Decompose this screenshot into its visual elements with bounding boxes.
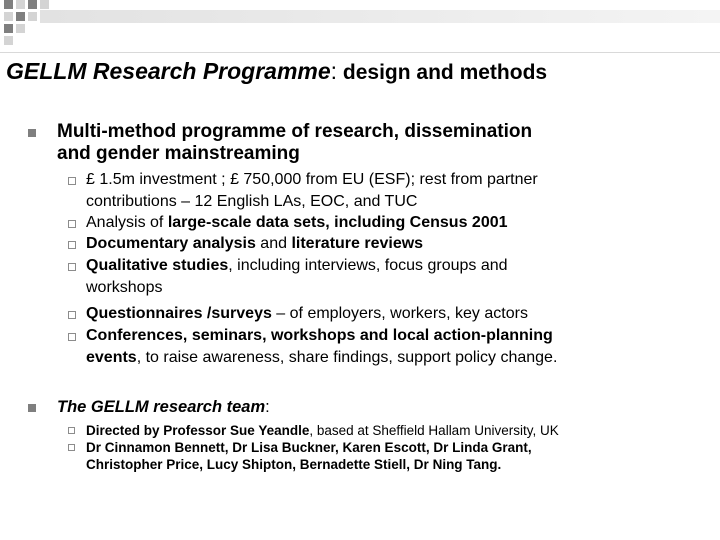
item6-bold-line1: Conferences, seminars, workshops and local action-planning [86,327,553,344]
bullet1-item4 [86,255,508,298]
title-colon: : [330,58,338,84]
checkbox-bullet-icon [68,220,76,228]
item3-bold1: Documentary analysis [86,235,256,252]
bullet1-item6 [86,325,557,368]
team-item1-rest: , based at Sheffield Hallam University, UK [309,423,559,438]
bullet2-item1 [86,422,559,439]
item6-rest: , to raise awareness, share findings, support policy change. [136,348,558,366]
item1-line1: £ 1.5m investment ; £ 750,000 from EU (ESF); rest from partner [86,171,538,188]
item2-bold: large-scale data sets, including Census 2001 [167,214,508,231]
checkbox-bullet-icon [68,177,76,185]
item4-bold: Qualitative studies [86,257,229,274]
item5-bold: Questionnaires /surveys [86,305,272,322]
bullet1-item3 [86,233,423,255]
item4-line2: workshops [86,278,163,296]
checkbox-bullet-icon [68,427,75,434]
corner-squares-decoration [0,0,720,52]
item2-text: Analysis of [86,214,168,231]
checkbox-bullet-icon [68,241,76,249]
bullet1-heading [57,121,532,165]
bullet2-item2 [86,439,532,473]
item3-bold2: literature reviews [291,235,424,252]
item4-line1 [86,255,508,277]
item5-rest: – of employers, workers, key actors [271,305,528,322]
team-item2-line1: Dr Cinnamon Bennett, Dr Lisa Buckner, Karen Escott, Dr Linda Grant, [86,440,532,455]
bullet2-heading [57,397,270,419]
title-divider [0,52,720,53]
title-main: GELLM Research Programme [6,58,331,84]
checkbox-bullet-icon [68,263,76,271]
team-heading-colon: : [265,398,270,416]
item1-line2: contributions – 12 English LAs, EOC, and TUC [86,192,418,210]
team-item1-bold: Directed by Professor Sue Yeandle [86,423,310,438]
team-heading: The GELLM research team [57,398,266,416]
bullet1-heading-line1: Multi-method programme of research, dissemination [57,121,533,142]
checkbox-bullet-icon [68,333,76,341]
bullet1-item2 [86,212,508,234]
bullet-square-icon [28,129,36,137]
checkbox-bullet-icon [68,311,76,319]
item6-line1 [86,325,557,347]
item4-rest: , including interviews, focus groups and [228,257,508,274]
bullet1-item5 [86,303,528,325]
item6-line2 [86,347,557,369]
bullet-square-icon [28,404,36,412]
checkbox-bullet-icon [68,444,75,451]
team-item2-line2: Christopher Price, Lucy Shipton, Bernadette Stiell, Dr Ning Tang. [86,457,502,472]
item3-mid: and [255,235,292,252]
bullet1-item1 [86,169,538,212]
slide-title [6,58,547,85]
bullet1-heading-line2: and gender mainstreaming [57,143,300,164]
title-subtitle: design and methods [337,61,548,84]
item6-bold2: events [86,348,137,366]
